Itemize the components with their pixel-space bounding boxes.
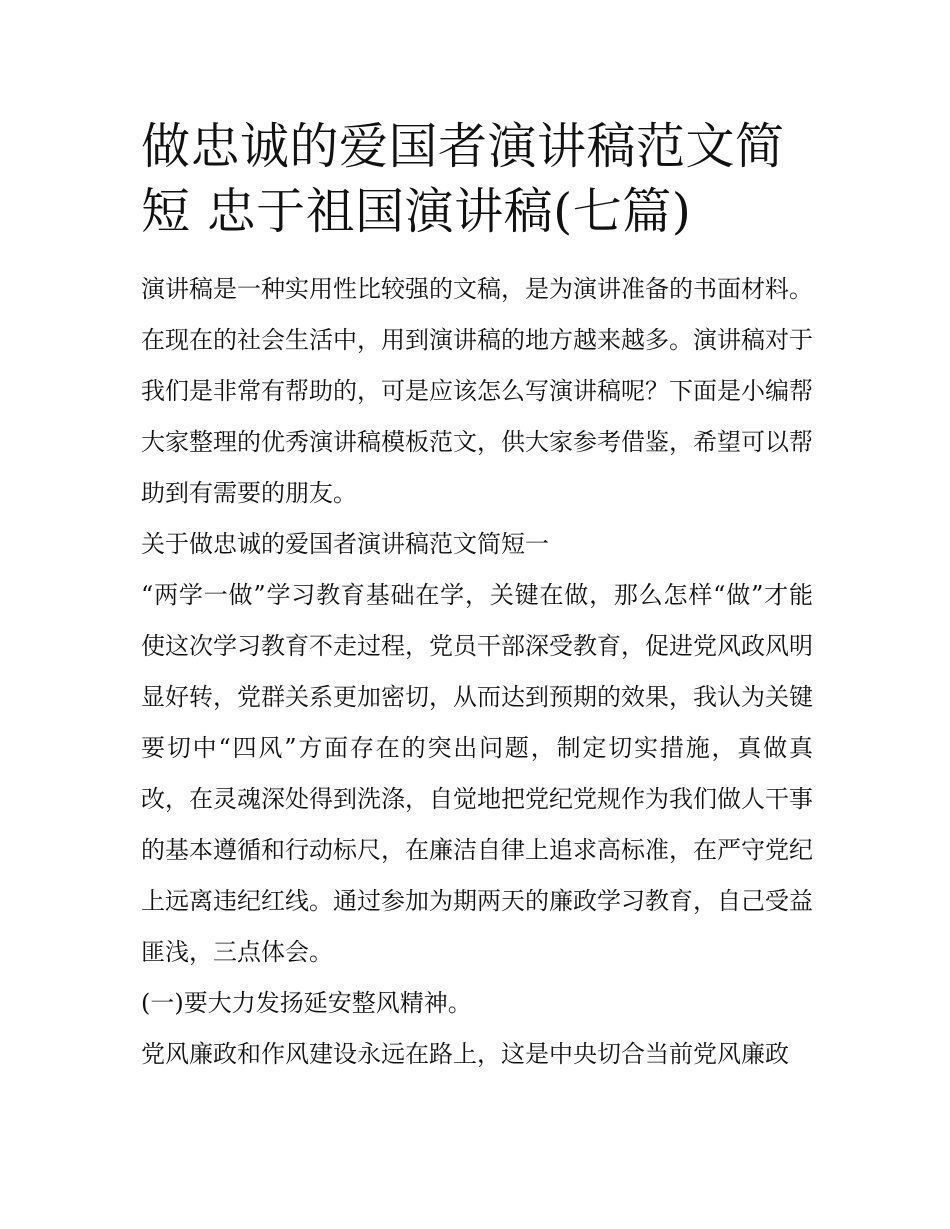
section-heading: 关于做忠诚的爱国者演讲稿范文简短一 <box>141 530 549 558</box>
document-title: 做忠诚的爱国者演讲稿范文简短 忠于祖国演讲稿(七篇) <box>141 118 785 240</box>
document-content <box>141 114 813 1080</box>
subsection-heading: (一)要大力发扬延安整风精神。 <box>141 989 472 1017</box>
body-paragraph-continued: 党风廉政和作风建设永远在路上，这是中央切合当前党风廉政 <box>141 1040 789 1068</box>
body-paragraph: “两学一做”学习教育基础在学，关键在做，那么怎样“做”才能使这次学习教育不走过程，党员干部深受教育，促进党风政风明显好转，党群关系更加密切，从而达到预期的效果，我认为关键要切中“四风”方面存在的突出问题，制定切实措施，真做真改，在灵魂深处得到洗涤，自觉地把党纪党规作为我们做人干事的基本遵循和行动标尺，在廉洁自律上追求高标准，在严守党纪上远离违纪红线。通过参加为期两天的廉政学习教育，自己受益匪浅，三点体会。 <box>141 581 813 966</box>
intro-paragraph: 演讲稿是一种实用性比较强的文稿，是为演讲准备的书面材料。在现在的社会生活中，用到演讲稿的地方越来越多。演讲稿对于我们是非常有帮助的，可是应该怎么写演讲稿呢？下面是小编帮大家整理的优秀演讲稿模板范文，供大家参考借鉴，希望可以帮助到有需要的朋友。 <box>141 275 813 507</box>
